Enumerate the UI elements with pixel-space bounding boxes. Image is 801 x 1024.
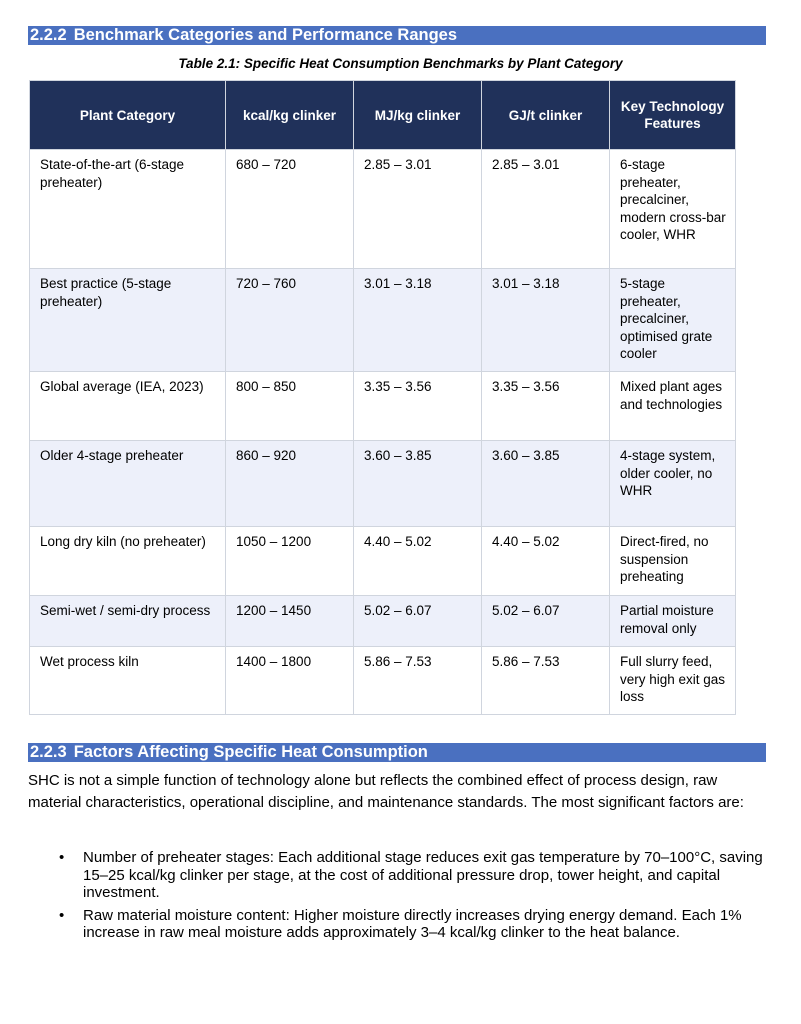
cell-features: Mixed plant ages and technologies [610,372,736,441]
table-row [30,441,736,527]
cell-kcal: 1400 – 1800 [226,647,354,715]
table-header-row [30,81,736,150]
list-item [0,849,763,902]
cell-gj: 3.01 – 3.18 [482,269,610,372]
cell-features: 6-stage preheater, precalciner, modern cross-bar cooler, WHR [610,150,736,269]
cell-gj: 5.86 – 7.53 [482,647,610,715]
header-plant-category: Plant Category [30,81,226,150]
cell-kcal: 720 – 760 [226,269,354,372]
cell-mj: 5.02 – 6.07 [354,596,482,647]
cell-mj: 3.60 – 3.85 [354,441,482,527]
cell-plant-category: Older 4-stage preheater [30,441,226,527]
cell-plant-category: Global average (IEA, 2023) [30,372,226,441]
cell-plant-category: State-of-the-art (6-stage preheater) [30,150,226,269]
cell-plant-category: Semi-wet / semi-dry process [30,596,226,647]
cell-mj: 3.01 – 3.18 [354,269,482,372]
table-row [30,269,736,372]
cell-plant-category: Best practice (5-stage preheater) [30,269,226,372]
cell-plant-category: Long dry kiln (no preheater) [30,527,226,596]
intro-paragraph: SHC is not a simple function of technology alone but reflects the combined effect of process design, raw material characteristics, operational discipline, and maintenance standards. The most significant factors are: [28,772,744,811]
table-caption: Table 2.1: Specific Heat Consumption Benchmarks by Plant Category [178,56,623,71]
cell-features: 4-stage system, older cooler, no WHR [610,441,736,527]
cell-plant-category: Wet process kiln [30,647,226,715]
cell-kcal: 860 – 920 [226,441,354,527]
section-title: Benchmark Categories and Performance Ranges [73,26,458,44]
cell-features: Partial moisture removal only [610,596,736,647]
list-item-text: Number of preheater stages: Each additional stage reduces exit gas temperature by 70–100°C, saving 15–25 kcal/kg clinker per stage, at the cost of additional pressure drop, tower height, and capital investment. [83,849,763,901]
table-row [30,527,736,596]
cell-mj: 5.86 – 7.53 [354,647,482,715]
cell-gj: 2.85 – 3.01 [482,150,610,269]
cell-features: Direct-fired, no suspension preheating [610,527,736,596]
cell-kcal: 1050 – 1200 [226,527,354,596]
header-key-features: Key Technology Features [610,81,736,150]
cell-gj: 5.02 – 6.07 [482,596,610,647]
cell-gj: 4.40 – 5.02 [482,527,610,596]
header-kcal-per-kg: kcal/kg clinker [226,81,354,150]
cell-mj: 4.40 – 5.02 [354,527,482,596]
cell-kcal: 800 – 850 [226,372,354,441]
header-gj-per-t: GJ/t clinker [482,81,610,150]
benchmark-table [29,80,736,715]
section-heading-2-2-3 [28,743,766,762]
table-row [30,150,736,269]
cell-gj: 3.35 – 3.56 [482,372,610,441]
cell-features: 5-stage preheater, precalciner, optimised grate cooler [610,269,736,372]
section-title: Factors Affecting Specific Heat Consumption [73,743,428,761]
cell-mj: 2.85 – 3.01 [354,150,482,269]
cell-kcal: 1200 – 1450 [226,596,354,647]
cell-kcal: 680 – 720 [226,150,354,269]
table-row [30,596,736,647]
cell-features: Full slurry feed, very high exit gas loss [610,647,736,715]
header-mj-per-kg: MJ/kg clinker [354,81,482,150]
table-row [30,647,736,715]
cell-gj: 3.60 – 3.85 [482,441,610,527]
section-heading-2-2-2 [28,26,766,45]
bullet-icon: • [59,849,65,866]
table-row [30,372,736,441]
list-item-text: Raw material moisture content: Higher moisture directly increases drying energy demand. Each 1% increase in raw meal moisture adds approximately 3–4 kcal/kg clinker to the heat balance. [83,906,742,941]
factors-list [0,849,801,947]
cell-mj: 3.35 – 3.56 [354,372,482,441]
bullet-icon: • [59,906,65,924]
section-number: 2.2.2 [30,26,67,44]
list-item [0,907,763,942]
section-number: 2.2.3 [30,743,67,761]
